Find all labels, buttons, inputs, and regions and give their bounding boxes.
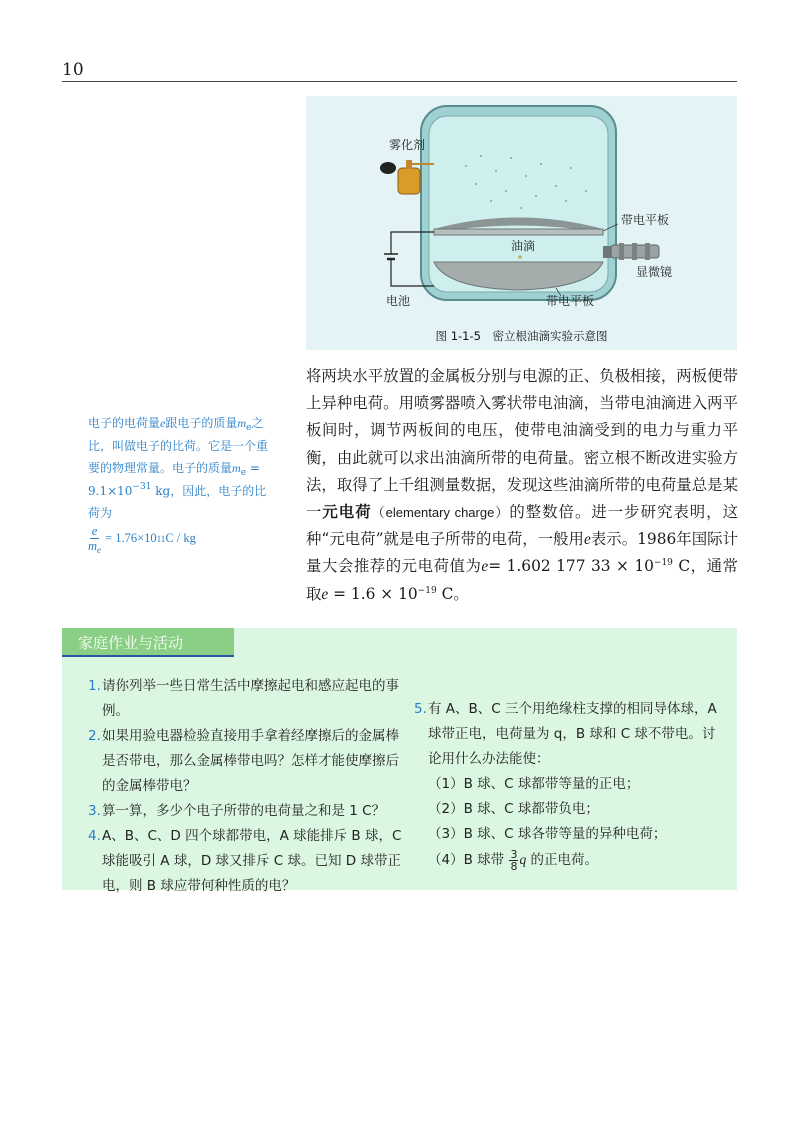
homework-title-underline <box>62 655 234 657</box>
label-microscope: 显微镜 <box>636 265 673 279</box>
exponent-precise: −19 <box>653 558 673 569</box>
question-2-number: 2. <box>88 728 101 744</box>
question-5-option-1: （1）B 球、C 球都带等量的正电； <box>428 776 640 792</box>
homework-title-tab <box>62 628 234 655</box>
formula-value: = 1.76×10 <box>105 531 157 545</box>
label-bottom-plate: 带电平板 <box>546 294 595 308</box>
figure-caption: 图 1-1-5 密立根油滴实验示意图 <box>435 329 608 343</box>
option-4-numerator: 3 <box>510 847 518 861</box>
sidenote-sub-e: e <box>246 423 252 433</box>
sidenote-mass-exponent: −31 <box>132 481 152 492</box>
question-5-option-4 <box>414 847 720 873</box>
option-4-fraction <box>509 849 518 872</box>
question-2 <box>88 724 408 799</box>
specific-charge-formula: $\frac{e}{m_e}$ = 1.76×10 11 C / kg <box>88 524 196 555</box>
symbol-e-2: e <box>481 558 489 576</box>
question-5-text: 有 A、B、C 三个用绝缘柱支撑的相同导体球，A 球带正电，电荷量为 q，B 球和 C 球不带电。讨论用什么办法能使： <box>428 701 717 767</box>
formula-den-m: m <box>88 539 98 553</box>
sidenote-specific-charge <box>88 412 268 525</box>
formula-denominator <box>88 539 101 553</box>
main-text-part-4: 通常取 <box>306 557 738 603</box>
question-3-number: 3. <box>88 803 101 819</box>
homework-box <box>62 628 737 894</box>
question-2-text: 如果用验电器检验直接用手拿着经摩擦后的金属棒是否带电，那么金属棒带电吗？怎样才能使摩擦后的金属棒带电？ <box>102 728 399 794</box>
question-5 <box>414 697 720 772</box>
main-text-part-2: 的整数倍。进一步研究表明，这种“元电荷”就是电子所带的电荷，一般用 <box>306 503 738 549</box>
sidenote-symbol-e: e <box>160 416 166 430</box>
option-4-suffix: 的正电荷。 <box>526 852 598 868</box>
header-rule <box>62 81 737 82</box>
value-approx: = 1.6 × 10 <box>328 584 418 603</box>
unit-c: C， <box>672 557 707 576</box>
option-4-prefix: （4）B 球带 <box>428 852 509 868</box>
term-elementary-charge: 元电荷 <box>322 503 372 522</box>
unit-c-end: C。 <box>436 584 469 603</box>
sidenote-text-2: 跟电子的质量 <box>165 416 238 430</box>
label-oil-drop: 油滴 <box>511 239 536 253</box>
main-text-part-3: 表示。1986年国际计量大会推荐的元电荷值为 <box>306 530 738 576</box>
question-1 <box>88 674 408 724</box>
homework-column-left <box>88 674 408 899</box>
value-precise: = 1.602 177 33 × 10 <box>488 557 654 576</box>
sidenote-sub-e-2: e <box>240 468 247 478</box>
sidenote-symbol-m-2: m <box>232 461 241 475</box>
sidenote-text-1: 电子的电荷量 <box>88 416 161 430</box>
formula-den-sub: e <box>97 545 102 555</box>
question-1-text: 请你列举一些日常生活中摩擦起电和感应起电的事例。 <box>102 678 399 719</box>
figure-millikan <box>306 96 737 350</box>
sidenote-symbol-m: m <box>237 416 247 430</box>
option-4-denominator: 8 <box>510 859 518 873</box>
homework-column-right <box>414 672 720 873</box>
page-number: 10 <box>62 60 84 80</box>
question-5-option-2: （2）B 球、C 球都带负电； <box>428 801 599 817</box>
question-5-number: 5. <box>414 701 427 717</box>
question-3-text: 算一算，多少个电子所带的电荷量之和是 1 C？ <box>102 803 386 819</box>
main-paragraph <box>306 363 738 608</box>
main-text-part-1: 将两块水平放置的金属板分别与电源的正、负极相接，两板便带上异种电荷。用喷雾器喷入雾状带电油滴，当带电油滴进入两平板间时，调节两板间的电压，使带电油滴受到的电力与重力平衡，由此就可以求出油滴所带的电荷量。密立根不断改进实验方法，取得了上千组测量数据，发现这些油滴所带的电荷量总是某一 <box>306 367 738 522</box>
homework-title: 家庭作业与活动 <box>78 634 184 652</box>
question-4-number: 4. <box>88 828 101 844</box>
question-5-option-3: （3）B 球、C 球各带等量的异种电荷； <box>428 826 667 842</box>
sidenote-mass-value: = 9.1×10 <box>88 461 260 498</box>
question-1-number: 1. <box>88 678 101 694</box>
label-top-plate: 带电平板 <box>621 213 670 227</box>
formula-fraction <box>88 524 101 553</box>
symbol-e-3: e <box>321 585 329 603</box>
question-3 <box>88 799 408 824</box>
millikan-apparatus-illustration <box>306 96 737 350</box>
question-4-text: A、B、C、D 四个球都带电，A 球能排斥 B 球，C 球能吸引 A 球，D 球又排斥 C 球。已知 D 球带正电，则 B 球应带何种性质的电？ <box>102 828 402 894</box>
label-atomizer: 雾化剂 <box>389 138 426 152</box>
question-4 <box>88 824 408 899</box>
sidenote-mass-unit: kg，因此，电子的比荷为 <box>88 483 267 520</box>
symbol-e: e <box>583 531 591 549</box>
formula-unit: C / kg <box>165 531 196 545</box>
option-4-symbol-q: q <box>519 852 527 867</box>
sidenote-text-3: 之比，叫做电子的比荷。它是一个重要的物理常量。电子的质量 <box>88 416 269 475</box>
formula-numerator: e <box>91 524 98 538</box>
label-battery: 电池 <box>386 294 411 308</box>
exponent-approx: −19 <box>417 585 437 596</box>
term-english: （elementary charge） <box>371 505 510 521</box>
